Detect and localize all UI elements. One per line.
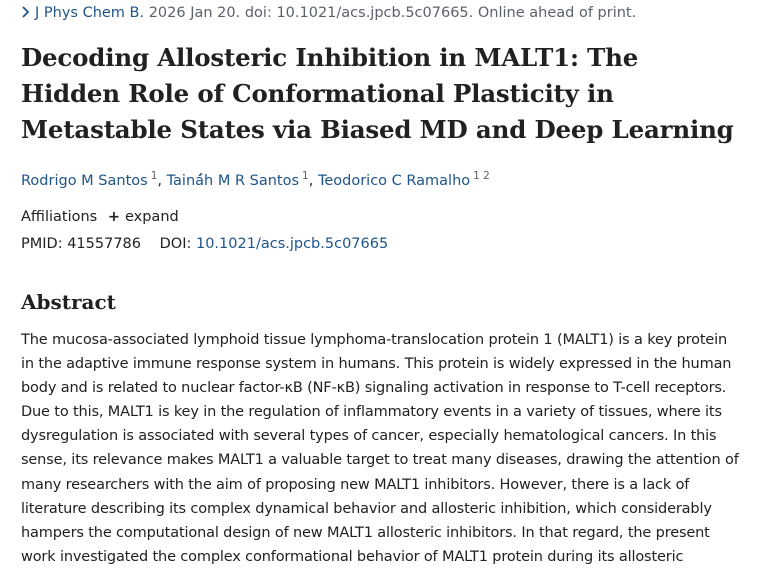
article-title: Decoding Allosteric Inhibition in MALT1: The Hidden Role of Conformational Plasticity in Metastable States via Biased MD and Deep Learning bbox=[21, 43, 734, 144]
doi-link[interactable]: 10.1021/acs.jpcb.5c07665 bbox=[195, 236, 389, 252]
author-link[interactable]: Tainá́h M R Santos bbox=[166, 173, 300, 189]
author-link[interactable]: Rodrigo M Santos bbox=[21, 173, 148, 189]
author-separator: , bbox=[157, 173, 167, 189]
affiliations-row bbox=[21, 206, 179, 228]
expand-affiliations-button[interactable] bbox=[108, 209, 179, 225]
pmid-value: 41557786 bbox=[67, 236, 142, 252]
author-separator: , bbox=[308, 173, 318, 189]
affiliation-ref[interactable]: 1 2 bbox=[473, 170, 490, 183]
citation-details: 2026 Jan 20. doi: 10.1021/acs.jpcb.5c07665. Online ahead of print. bbox=[144, 5, 637, 21]
identifiers-row bbox=[21, 233, 388, 255]
citation-line bbox=[21, 3, 636, 23]
affiliation-ref[interactable]: 1 bbox=[302, 170, 309, 183]
affiliations-label: Affiliations bbox=[21, 209, 98, 225]
affiliation-ref[interactable]: 1 bbox=[150, 170, 158, 183]
author-list bbox=[21, 170, 490, 192]
abstract-text: The mucosa-associated lymphoid tissue lymphoma-translocation protein 1 (MALT1) is a key protein in the adaptive immune response system in humans. This protein is widely expressed in the human body and is related to nuclear factor-κB (NF-κB) signaling activation in response to T-cell receptors. Due to this, MALT1 is key in the regulation of inflammatory events in a variety of tissues, where its dysregulation is associated with several types of cancer, especially hematological cancers. In this sense, its relevance makes MALT1 a valuable target to treat many diseases, drawing the attention of many researchers with the aim of proposing new MALT1 inhibitors. However, there is a lack of literature describing its complex dynamical behavior and allosteric inhibition, which considerably hampers the computational design of new MALT1 allosteric inhibitors. In that regard, the present work investigated the complex conformational behavior of MALT1 protein during its allosteric bbox=[21, 332, 739, 565]
pmid-label: PMID: bbox=[21, 236, 63, 252]
expand-label: expand bbox=[124, 209, 179, 225]
author-link[interactable]: Teodorico C Ramalho bbox=[317, 173, 471, 189]
doi-label: DOI: bbox=[159, 236, 192, 252]
abstract-heading: Abstract bbox=[21, 290, 116, 314]
journal-link[interactable]: J Phys Chem B. bbox=[35, 5, 145, 21]
chevron-right-icon[interactable] bbox=[21, 3, 31, 23]
plus-icon: + bbox=[107, 209, 120, 225]
